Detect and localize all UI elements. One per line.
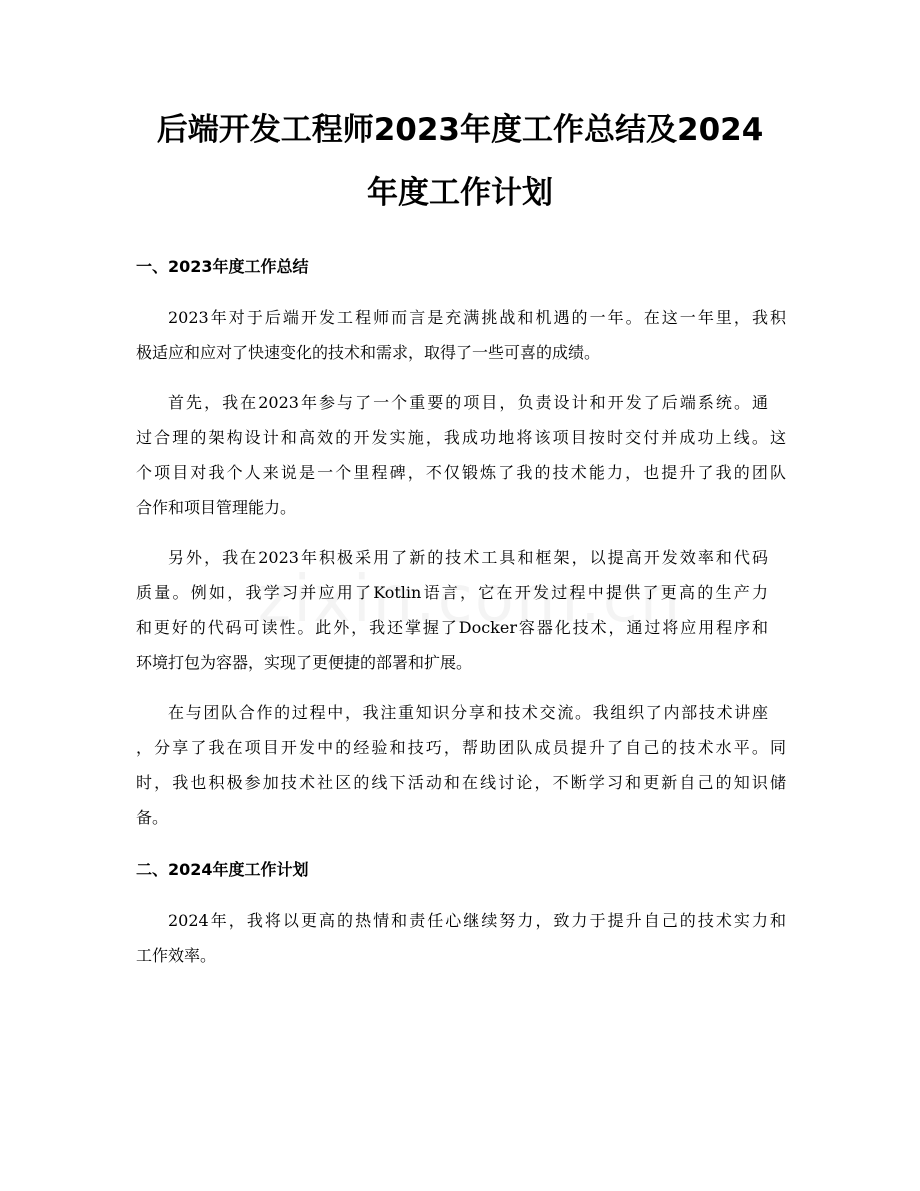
paragraph-line: 2023年对于后端开发工程师而言是充满挑战和机遇的一年。在这一年里，我积 — [168, 308, 786, 327]
paragraph-line: 个项目对我个人来说是一个里程碑，不仅锻炼了我的技术能力，也提升了我的团队 — [136, 463, 786, 482]
document-title-line-2: 年度工作计划 — [367, 175, 553, 211]
paragraph-line: 另外，我在2023年积极采用了新的技术工具和框架，以提高开发效率和代码 — [168, 548, 768, 567]
section-heading-plan: 二、2024年度工作计划 — [136, 860, 309, 879]
paragraph-line: 极适应和应对了快速变化的技术和需求，取得了一些可喜的成绩。 — [136, 343, 601, 362]
paragraph-line: 首先，我在2023年参与了一个重要的项目，负责设计和开发了后端系统。通 — [168, 393, 768, 412]
paragraph-line: 和更好的代码可读性。此外，我还掌握了Docker容器化技术，通过将应用程序和 — [136, 618, 768, 637]
paragraph-line: 在与团队合作的过程中，我注重知识分享和技术交流。我组织了内部技术讲座 — [168, 703, 768, 722]
paragraph-line: 合作和项目管理能力。 — [136, 498, 297, 517]
paragraph-line: 过合理的架构设计和高效的开发实施，我成功地将该项目按时交付并成功上线。这 — [136, 428, 786, 447]
paragraph-line: 工作效率。 — [136, 946, 217, 965]
paragraph-line: 备。 — [136, 808, 169, 827]
paragraph-line: 时，我也积极参加技术社区的线下活动和在线讨论，不断学习和更新自己的知识储 — [136, 773, 786, 792]
paragraph-line: 2024年，我将以更高的热情和责任心继续努力，致力于提升自己的技术实力和 — [168, 911, 786, 930]
paragraph-line: 质量。例如，我学习并应用了Kotlin语言，它在开发过程中提供了更高的生产力 — [136, 583, 768, 602]
document-title-line-1: 后端开发工程师2023年度工作总结及2024 — [156, 112, 764, 148]
paragraph-line: 环境打包为容器，实现了更便捷的部署和扩展。 — [136, 653, 473, 672]
section-heading-summary: 一、2023年度工作总结 — [136, 257, 309, 276]
paragraph-line: ，分享了我在项目开发中的经验和技巧，帮助团队成员提升了自己的技术水平。同 — [136, 738, 786, 757]
